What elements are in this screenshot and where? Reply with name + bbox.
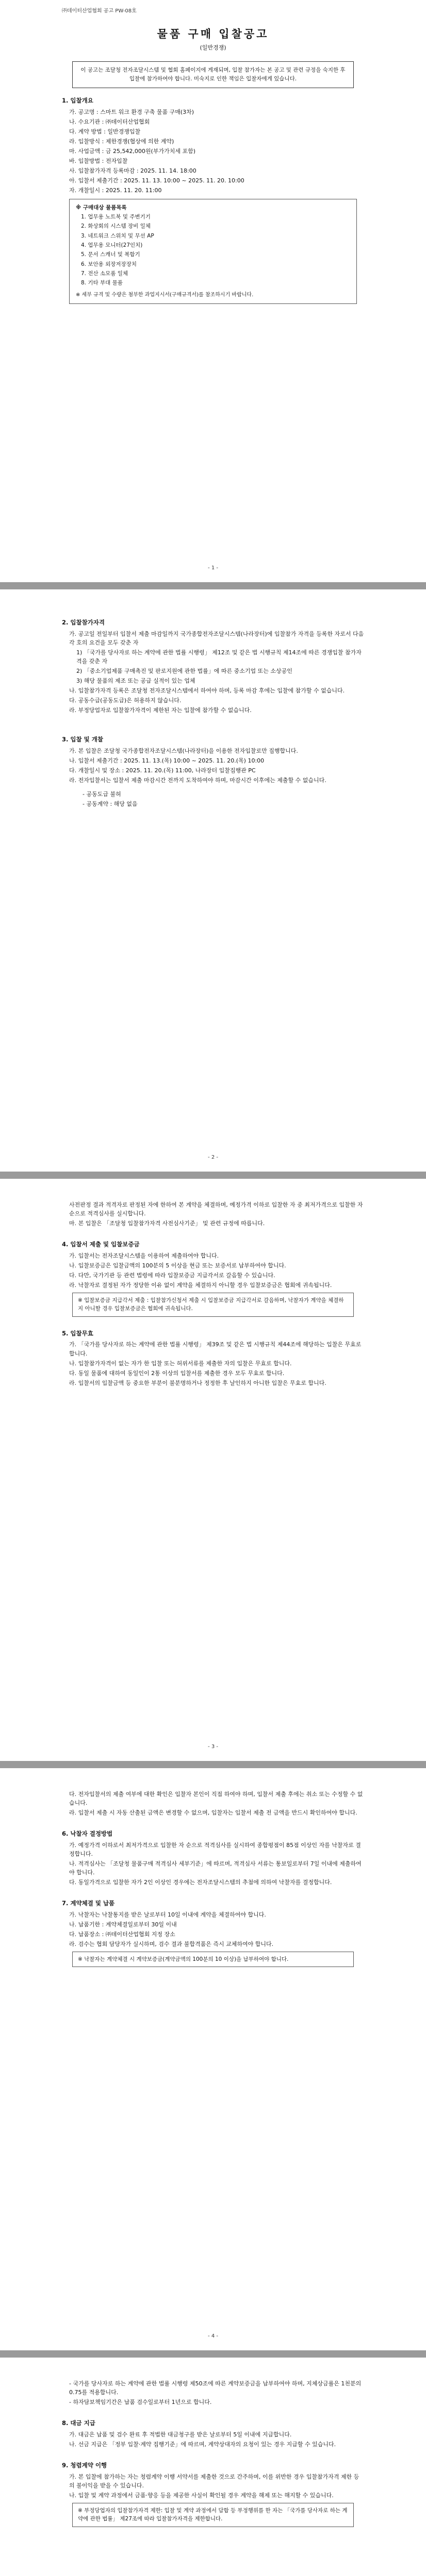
text-line: 라. 입찰서의 입찰금액 등 중요한 부분이 불분명하거나 정정한 후 날인하지 아니한 입찰은 무효로 합니다. <box>69 1379 326 1386</box>
section-heading: 6. 낙찰자 결정방법 <box>62 1830 113 1838</box>
text-line: 1) 「국가를 당사자로 하는 계약에 관한 법률 시행령」 제12조 및 같은 법 시행규칙 제14조에 따른 경쟁입찰 참가자격을 갖춘 자 <box>76 649 362 665</box>
list-item: 5. 문서 스캐너 및 복합기 <box>81 251 140 258</box>
page-4 <box>0 1768 426 2350</box>
text-line: 다. 공동수급(공동도급)은 허용하지 않습니다. <box>69 697 182 704</box>
text-line: 가. 공고명 : 스마트 워크 환경 구축 물품 구매(3차) <box>69 108 194 115</box>
document-title: 물품 구매 입찰공고 <box>157 27 269 40</box>
text-line: 다. 전자입찰서의 제출 여부에 대한 확인은 입찰자 본인이 직접 하여야 하며, 입찰서 제출 후에는 취소 또는 수정할 수 없습니다. <box>69 1791 363 1807</box>
text-line: 다. 동일가격으로 입찰한 자가 2인 이상인 경우에는 전자조달시스템의 추첨에 의하여 낙찰자를 결정합니다. <box>69 1879 332 1886</box>
text-line: 나. 납품기한 : 계약체결일로부터 30일 이내 <box>69 1921 177 1928</box>
text-line: 가. 대금은 납품 및 검수 완료 후 적법한 대금청구를 받은 날로부터 5일 이내에 지급합니다. <box>69 2431 292 2438</box>
section-heading: 1. 입찰개요 <box>62 96 93 104</box>
text-line: - 공동계약 : 해당 없음 <box>83 801 138 808</box>
info-box: ※ 낙찰자는 계약체결 시 계약보증금(계약금액의 100분의 10 이상)을 납부하여야 합니다. <box>72 1952 354 1967</box>
text-line: 사전판정 결과 적격자로 판정된 자에 한하여 본 계약을 체결하며, 예정가격 이하로 입찰한 자 중 최저가격으로 입찰한 자 순으로 적격심사를 실시합니다. <box>69 1201 363 1217</box>
item-list-title: ※ 구매대상 물품목록 <box>76 204 127 211</box>
text-line: 가. 예정가격 이하로서 최저가격으로 입찰한 자 순으로 적격심사를 실시하여 종합평점이 85점 이상인 자를 낙찰자로 결정합니다. <box>69 1841 361 1857</box>
section-heading: 7. 계약체결 및 납품 <box>62 1900 115 1907</box>
list-item: 1. 업무용 노트북 및 주변기기 <box>81 214 151 221</box>
list-item: 4. 업무용 모니터(27인치) <box>81 242 143 248</box>
page-number: - 4 - <box>208 2333 218 2339</box>
text-line: 나. 입찰서 제출기간 : 2025. 11. 13.(목) 10:00 ~ 2025. 11. 20.(목) 10:00 <box>69 757 265 765</box>
page-separator <box>0 582 426 589</box>
page-3 <box>0 1179 426 1761</box>
text-line: 라. 낙찰자로 결정된 자가 정당한 이유 없이 계약을 체결하지 아니할 경우 입찰보증금은 협회에 귀속됩니다. <box>69 1282 332 1289</box>
text-line: 가. 공고일 전일부터 입찰서 제출 마감일까지 국가종합전자조달시스템(나라장터)에 입찰참가 자격을 등록한 자로서 다음 각 호의 요건을 모두 갖춘 자 <box>69 630 364 646</box>
text-line: 라. 부정당업자로 입찰참가자격이 제한된 자는 입찰에 참가할 수 없습니다. <box>69 707 252 714</box>
text-line: 바. 입찰방법 : 전자입찰 <box>69 157 128 164</box>
text-line: 나. 선금 지급은 「정부 입찰·계약 집행기준」에 따르며, 계약상대자의 요청이 있는 경우 지급할 수 있습니다. <box>69 2441 336 2448</box>
page-separator <box>0 1761 426 1768</box>
text-line: 라. 입찰방식 : 제한경쟁(협상에 의한 계약) <box>69 138 174 145</box>
page-number: - 2 - <box>208 1155 218 1160</box>
list-item: 8. 기타 부대 물품 <box>81 280 123 286</box>
text-line: 나. 입찰참가자격 등록은 조달청 전자조달시스템에서 하여야 하며, 등록 마감 후에는 입찰에 참가할 수 없습니다. <box>69 687 345 694</box>
section-heading: 9. 청렴계약 이행 <box>62 2462 107 2469</box>
section-heading: 4. 입찰서 제출 및 입찰보증금 <box>62 1241 140 1248</box>
text-line: 가. 낙찰자는 낙찰통지를 받은 날로부터 10일 이내에 계약을 체결하여야 합니다. <box>69 1911 266 1918</box>
notice-box: 이 공고는 조달청 전자조달시스템 및 협회 홈페이지에 게재되며, 입찰 참가자는 본 공고 및 관련 규정을 숙지한 후 입찰에 참가하여야 합니다. 미숙지로 인한 책임은 입찰자에게 있습니다. <box>72 61 354 88</box>
page-number: - 3 - <box>208 1744 218 1750</box>
item-list-note: ※ 세부 규격 및 수량은 첨부한 과업지시서(구매규격서)를 참조하시기 바랍니다. <box>76 292 254 298</box>
text-line: - 하자담보책임기간은 납품 검수일로부터 1년으로 합니다. <box>69 2399 212 2406</box>
text-line: - 국가를 당사자로 하는 계약에 관한 법률 시행령 제50조에 따른 계약보증금을 납부하여야 하며, 지체상금률은 1천분의 0.75를 적용합니다. <box>69 2380 362 2396</box>
text-line: 다. 동일 물품에 대하여 동일인이 2통 이상의 입찰서를 제출한 경우 모두 무효로 합니다. <box>69 1369 285 1377</box>
text-line: 라. 입찰서 제출 시 자동 산출된 금액은 변경할 수 없으며, 입찰자는 입찰서 제출 전 금액을 반드시 확인하여야 합니다. <box>69 1809 357 1817</box>
text-line: 마. 본 입찰은 「조달청 입찰참가자격 사전심사기준」 및 관련 규정에 따릅니다. <box>69 1220 265 1227</box>
item-list-box <box>69 199 357 304</box>
list-item: 3. 네트워크 스위치 및 무선 AP <box>81 232 154 239</box>
page-1 <box>0 0 426 582</box>
text-line: 마. 사업금액 : 금 25,542,000원(부가가치세 포함) <box>69 147 196 155</box>
text-line: 사. 입찰참가자격 등록마감 : 2025. 11. 14. 18:00 <box>69 167 196 174</box>
text-line: 라. 전자입찰서는 입찰서 제출 마감시간 전까지 도착하여야 하며, 마감시간 이후에는 제출할 수 없습니다. <box>69 777 326 784</box>
text-line: 나. 입찰 및 계약 과정에서 금품·향응 등을 제공한 사실이 확인될 경우 계약을 해제 또는 해지할 수 있습니다. <box>69 2492 334 2499</box>
section-heading: 3. 입찰 및 개찰 <box>62 736 103 743</box>
text-line: 가. 「국가를 당사자로 하는 계약에 관한 법률 시행령」 제39조 및 같은 법 시행규칙 제44조에 해당하는 입찰은 무효로 합니다. <box>69 1341 362 1357</box>
section-heading: 2. 입찰참가자격 <box>62 619 105 626</box>
text-line: 다. 다만, 국가기관 등 관련 법령에 따라 입찰보증금 지급각서로 갈음할 수 있습니다. <box>69 1272 275 1279</box>
document-subtitle: (일반경쟁) <box>200 44 226 52</box>
announcement-number: ㈜데이터산업협회 공고 PW-08호 <box>62 8 137 14</box>
text-line: 3) 해당 물품의 제조 또는 공급 실적이 있는 업체 <box>76 677 195 685</box>
info-box: ※ 부정당업자의 입찰참가자격 제한: 입찰 및 계약 과정에서 담합 등 부정행위를 한 자는 「국가를 당사자로 하는 계약에 관한 법률」 제27조에 따라 입찰참가자격을 제한합니다. <box>72 2503 354 2527</box>
info-box: ※ 입찰보증금 지급각서 제출 : 입찰참가신청서 제출 시 입찰보증금 지급각서로 갈음하며, 낙찰자가 계약을 체결하지 아니할 경우 입찰보증금은 협회에 귀속됩니다. <box>72 1293 354 1317</box>
page-2 <box>0 589 426 1172</box>
text-line: 다. 개찰일시 및 장소 : 2025. 11. 20.(목) 11:00, 나라장터 입찰집행관 PC <box>69 767 256 774</box>
section-heading: 5. 입찰무효 <box>62 1329 93 1337</box>
text-line: 다. 계약 방법 : 일반경쟁입찰 <box>69 128 141 135</box>
text-line: 가. 입찰서는 전자조달시스템을 이용하여 제출하여야 합니다. <box>69 1252 219 1259</box>
list-item: 6. 보안용 외장저장장치 <box>81 261 137 267</box>
text-line: 가. 본 입찰은 조달청 국가종합전자조달시스템(나라장터)을 이용한 전자입찰로만 집행합니다. <box>69 748 298 755</box>
page-separator <box>0 2350 426 2358</box>
text-line: 라. 검수는 협회 담당자가 실시하며, 검수 결과 불합격품은 즉시 교체하여야 합니다. <box>69 1941 274 1948</box>
text-line: 아. 입찰서 제출기간 : 2025. 11. 13. 10:00 ~ 2025. 11. 20. 10:00 <box>69 177 244 184</box>
text-line: 나. 입찰참가자격이 없는 자가 한 입찰 또는 허위서류를 제출한 자의 입찰은 무효로 합니다. <box>69 1360 292 1367</box>
page-number: - 1 - <box>208 565 218 571</box>
text-line: 2) 「중소기업제품 구매촉진 및 판로지원에 관한 법률」에 따른 중소기업 또는 소상공인 <box>76 668 292 674</box>
text-line: 다. 납품장소 : ㈜데이터산업협회 지정 장소 <box>69 1931 175 1938</box>
text-line: 나. 수요기관 : ㈜데이터산업협회 <box>69 118 150 125</box>
text-line: 나. 적격심사는 「조달청 물품구매 적격심사 세부기준」에 따르며, 적격심사 서류는 통보일로부터 7일 이내에 제출하여야 합니다. <box>69 1860 362 1876</box>
text-line: 가. 본 입찰에 참가하는 자는 청렴계약 이행 서약서를 제출한 것으로 간주하며, 이를 위반한 경우 입찰참가자격 제한 등의 불이익을 받을 수 있습니다. <box>69 2473 359 2489</box>
page-separator <box>0 1172 426 1179</box>
list-item: 2. 화상회의 시스템 장비 일체 <box>81 223 151 230</box>
list-item: 7. 전산 소모품 일체 <box>81 270 128 277</box>
text-line: 나. 입찰보증금은 입찰금액의 100분의 5 이상을 현금 또는 보증서로 납부하여야 합니다. <box>69 1262 286 1269</box>
text-line: - 공동도급 불허 <box>83 791 121 798</box>
text-line: 자. 개찰일시 : 2025. 11. 20. 11:00 <box>69 187 162 194</box>
section-heading: 8. 대금 지급 <box>62 2419 95 2427</box>
page-5 <box>0 2358 426 2576</box>
